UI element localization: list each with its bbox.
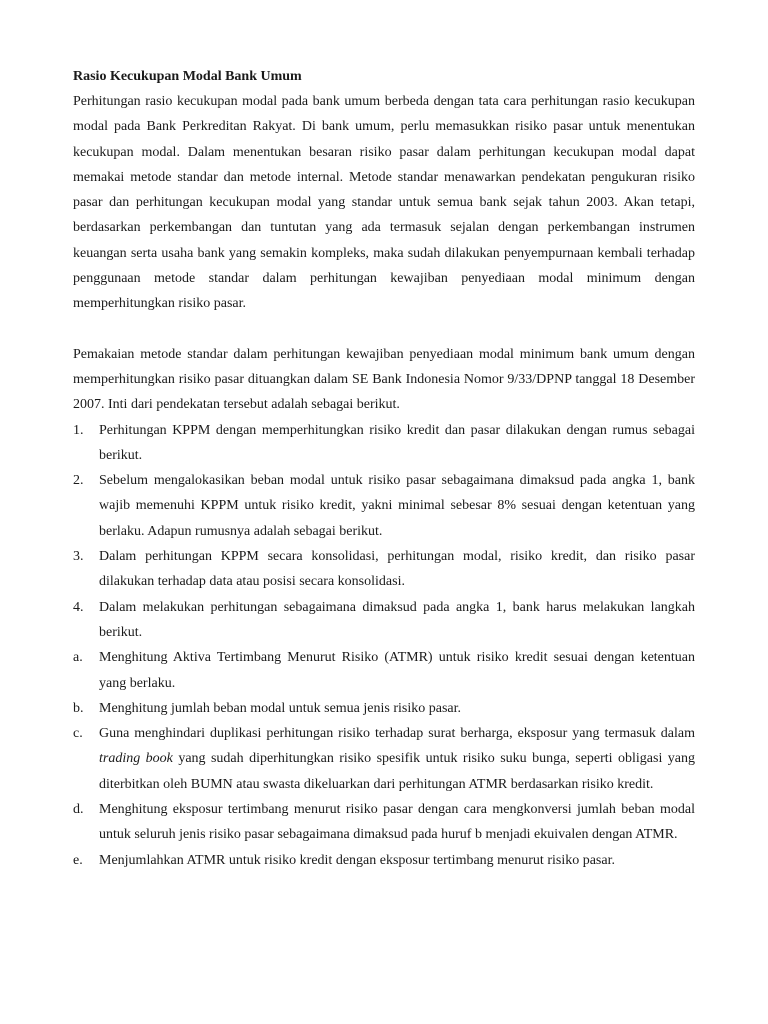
- list-item: [73, 418, 695, 469]
- list-marker: d.: [73, 802, 84, 818]
- list-marker: 4.: [73, 599, 84, 615]
- list-item-text: Sebelum mengalokasikan beban modal untuk risiko pasar sebagaimana dimaksud pada angka 1, bank wajib memenuhi KPPM untuk risiko kredit, yakni minimal sebesar 8% sesuai dengan ketentuan yang berlaku. Adapun rumusnya adalah sebagai berikut.: [99, 473, 695, 539]
- list-marker: 2.: [73, 473, 84, 489]
- list-item-text: Dalam melakukan perhitungan sebagaimana dimaksud pada angka 1, bank harus melakukan langkah berikut.: [99, 599, 695, 640]
- list-marker: 1.: [73, 422, 84, 438]
- list-marker: e.: [73, 852, 83, 868]
- list-item: [73, 721, 695, 797]
- list-marker: b.: [73, 700, 84, 716]
- list-item: [73, 544, 695, 595]
- lettered-list: [73, 645, 695, 873]
- numbered-list: [73, 418, 695, 646]
- list-item-text-after: yang sudah diperhitungkan risiko spesifik untuk risiko suku bunga, seperti obligasi yang diterbitkan oleh BUMN atau swasta dikeluarkan dari perhitungan ATMR berdasarkan risiko kredit.: [99, 751, 695, 792]
- list-marker: c.: [73, 726, 83, 742]
- paragraph-method: Pemakaian metode standar dalam perhitungan kewajiban penyediaan modal minimum bank umum dengan memperhitungkan risiko pasar dituangkan dalam SE Bank Indonesia Nomor 9/33/DPNP tanggal 18 Desember 2007. Inti dari pendekatan tersebut adalah sebagai berikut.: [73, 346, 695, 413]
- list-item-text: Perhitungan KPPM dengan memperhitungkan risiko kredit dan pasar dilakukan dengan rumus sebagai berikut.: [99, 422, 695, 463]
- list-item-text: Menjumlahkan ATMR untuk risiko kredit dengan eksposur tertimbang menurut risiko pasar.: [99, 852, 615, 868]
- list-item-text: Menghitung jumlah beban modal untuk semua jenis risiko pasar.: [99, 700, 461, 716]
- list-item: [73, 645, 695, 696]
- list-item: [73, 468, 695, 544]
- list-marker: 3.: [73, 549, 84, 565]
- document-page: [73, 66, 695, 873]
- list-item-text: Dalam perhitungan KPPM secara konsolidasi, perhitungan modal, risiko kredit, dan risiko pasar dilakukan terhadap data atau posisi secara konsolidasi.: [99, 549, 695, 590]
- list-item-text: Menghitung Aktiva Tertimbang Menurut Risiko (ATMR) untuk risiko kredit sesuai dengan ketentuan yang berlaku.: [99, 650, 695, 691]
- list-item: [73, 848, 695, 873]
- list-item: [73, 595, 695, 646]
- list-marker: a.: [73, 650, 83, 666]
- list-item: [73, 797, 695, 848]
- list-item: [73, 696, 695, 721]
- italic-term: trading book: [99, 751, 173, 767]
- paragraph-intro: Perhitungan rasio kecukupan modal pada bank umum berbeda dengan tata cara perhitungan rasio kecukupan modal pada Bank Perkreditan Rakyat. Di bank umum, perlu memasukkan risiko pasar untuk menentukan kecukupan modal. Dalam menentukan besaran risiko pasar dalam perhitungan kecukupan modal dapat memakai metode standar dan metode internal. Metode standar menawarkan pendekatan pengukuran risiko pasar dan perhitungan kecukupan modal yang standar untuk semua bank sejak tahun 2003. Akan tetapi, berdasarkan perkembangan dan tuntutan yang ada termasuk sejalan dengan perkembangan instrumen keuangan serta usaha bank yang semakin kompleks, maka sudah dilakukan penyempurnaan kembali terhadap penggunaan metode standar dalam perhitungan kewajiban penyediaan modal minimum dengan memperhitungkan risiko pasar.: [73, 94, 695, 312]
- list-item-text: Menghitung eksposur tertimbang menurut risiko pasar dengan cara mengkonversi jumlah beban modal untuk seluruh jenis risiko pasar sebagaimana dimaksud pada huruf b menjadi ekuivalen dengan ATMR.: [99, 802, 695, 843]
- document-title: Rasio Kecukupan Modal Bank Umum: [73, 69, 302, 84]
- list-item-text-before: Guna menghindari duplikasi perhitungan risiko terhadap surat berharga, eksposur yang termasuk dalam: [99, 726, 695, 742]
- paragraph-spacer: [73, 317, 695, 342]
